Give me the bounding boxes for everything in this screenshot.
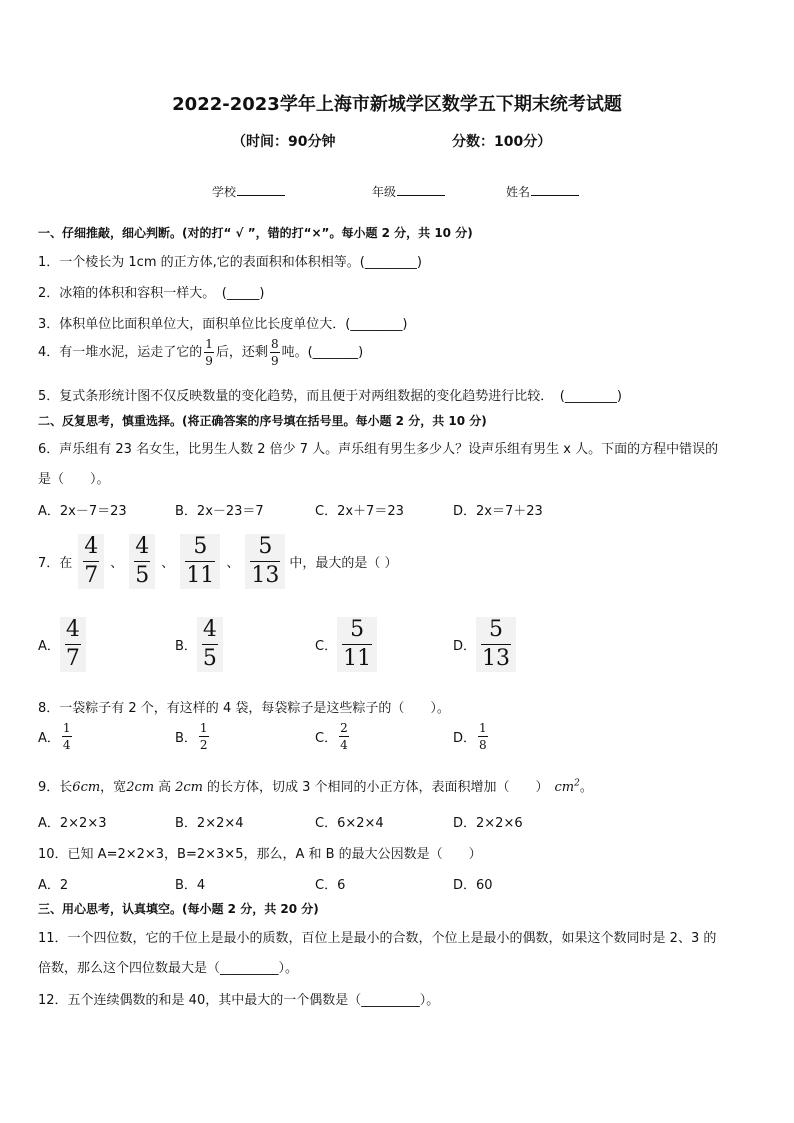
q8-option-d[interactable]: D． $\frac{1}{8}$	[453, 721, 487, 752]
question-4: 4．有一堆水泥，运走了它的 $\frac{1}{9}$ 后，还剩 $\frac{8}{9}$ 吨。(_______)	[38, 337, 364, 368]
q6-option-c[interactable]: C．2x＋7＝23	[315, 504, 404, 519]
question-6-line2: 是（ ）。	[38, 472, 110, 487]
school-blank[interactable]	[237, 185, 285, 196]
question-8: 8．一袋粽子有 2 个，有这样的 4 袋，每袋粽子是这些粽子的（ ）。	[38, 701, 450, 716]
q10-option-b[interactable]: B．4	[175, 878, 206, 893]
section-2-heading: 二、反复思考，慎重选择。(将正确答案的序号填在括号里。每小题 2 分，共 10 分)	[38, 414, 487, 428]
q7-option-b[interactable]: B． $\frac{4}{5}$	[175, 617, 223, 672]
fraction: $\frac{5}{11}$	[186, 534, 215, 588]
section-3-heading: 三、用心思考，认真填空。(每小题 2 分，共 20 分)	[38, 902, 319, 916]
question-11-line2: 倍数，那么这个四位数最大是（_________）。	[38, 961, 299, 976]
exam-time: （时间：90分钟	[232, 134, 336, 150]
q10-option-d[interactable]: D．60	[453, 878, 493, 893]
fraction: $\frac{5}{13}$	[251, 534, 280, 588]
question-9: 9．长6cm，宽2cm 高 2cm 的长方体，切成 3 个相同的小正方体，表面积增加（ ） $cm^2$。	[38, 778, 593, 795]
fraction: $\frac{4}{7}$	[65, 617, 80, 671]
q6-option-a[interactable]: A．2x－7＝23	[38, 504, 127, 519]
q7-option-a[interactable]: A． $\frac{4}{7}$	[38, 617, 86, 672]
q6-option-b[interactable]: B．2x－23＝7	[175, 504, 264, 519]
exam-score: 分数：100分）	[452, 134, 552, 150]
page-title: 2022-2023学年上海市新城学区数学五下期末统考试题	[172, 94, 622, 115]
q8-option-b[interactable]: B． $\frac{1}{2}$	[175, 721, 208, 752]
q7-option-c[interactable]: C． $\frac{5}{11}$	[315, 617, 377, 672]
name-label: 姓名	[506, 185, 531, 199]
fraction: $\frac{1}{9}$	[205, 337, 213, 368]
name-field[interactable]	[506, 183, 579, 200]
q7-option-d[interactable]: D． $\frac{5}{13}$	[453, 617, 516, 672]
q10-option-c[interactable]: C．6	[315, 878, 346, 893]
fraction: $\frac{2}{4}$	[340, 721, 348, 752]
question-3: 3．体积单位比面积单位大，面积单位比长度单位大．(________)	[38, 317, 408, 332]
school-field[interactable]	[212, 183, 285, 200]
fraction: $\frac{4}{5}$	[135, 534, 150, 588]
question-6-line1: 6．声乐组有 23 名女生，比男生人数 2 倍少 7 人。声乐组有男生多少人？设声乐组有男生 x 人。下面的方程中错误的	[38, 442, 719, 457]
fraction: $\frac{5}{13}$	[482, 617, 511, 671]
section-1-heading: 一、仔细推敲，细心判断。(对的打“ √ ”，错的打“×”。每小题 2 分，共 10 分)	[38, 226, 473, 240]
q10-option-a[interactable]: A．2	[38, 878, 69, 893]
grade-field[interactable]	[372, 183, 445, 200]
school-label: 学校	[212, 185, 237, 199]
question-1: 1．一个棱长为 1cm 的正方体,它的表面积和体积相等。(________)	[38, 255, 422, 270]
question-12: 12．五个连续偶数的和是 40，其中最大的一个偶数是（_________）。	[38, 993, 440, 1008]
question-11-line1: 11．一个四位数，它的千位上是最小的质数，百位上是最小的合数，个位上是最小的偶数，如果这个数同时是 2、3 的	[38, 931, 717, 946]
q6-option-d[interactable]: D．2x＝7＋23	[453, 504, 543, 519]
fraction: $\frac{4}{5}$	[202, 617, 217, 671]
q8-option-a[interactable]: A． $\frac{1}{4}$	[38, 721, 71, 752]
fraction: $\frac{1}{2}$	[199, 721, 208, 752]
question-5: 5．复式条形统计图不仅反映数量的变化趋势，而且便于对两组数据的变化趋势进行比较． (________)	[38, 389, 622, 404]
question-2: 2．冰箱的体积和容积一样大。 (_____)	[38, 286, 265, 301]
question-7: 7．在 $\frac{4}{7}$ 、 $\frac{4}{5}$ 、 $\frac{5}{11}$ 、 $\frac{5}{13}$ 中，最大的是（ ）	[38, 534, 398, 588]
q8-option-c[interactable]: C． $\frac{2}{4}$	[315, 721, 348, 752]
q9-option-b[interactable]: B．2×2×4	[175, 816, 244, 831]
q9-option-a[interactable]: A．2×2×3	[38, 816, 107, 831]
fraction: $\frac{1}{4}$	[62, 721, 71, 752]
question-10: 10．已知 A=2×2×3，B=2×3×5，那么，A 和 B 的最大公因数是（ ）	[38, 847, 482, 862]
q9-option-d[interactable]: D．2×2×6	[453, 816, 523, 831]
fraction: $\frac{8}{9}$	[270, 337, 279, 368]
fraction: $\frac{5}{11}$	[343, 617, 372, 671]
q9-option-c[interactable]: C．6×2×4	[315, 816, 384, 831]
grade-label: 年级	[372, 185, 397, 199]
grade-blank[interactable]	[397, 185, 445, 196]
fraction: $\frac{1}{8}$	[479, 721, 487, 752]
name-blank[interactable]	[531, 185, 579, 196]
fraction: $\frac{4}{7}$	[84, 534, 99, 588]
